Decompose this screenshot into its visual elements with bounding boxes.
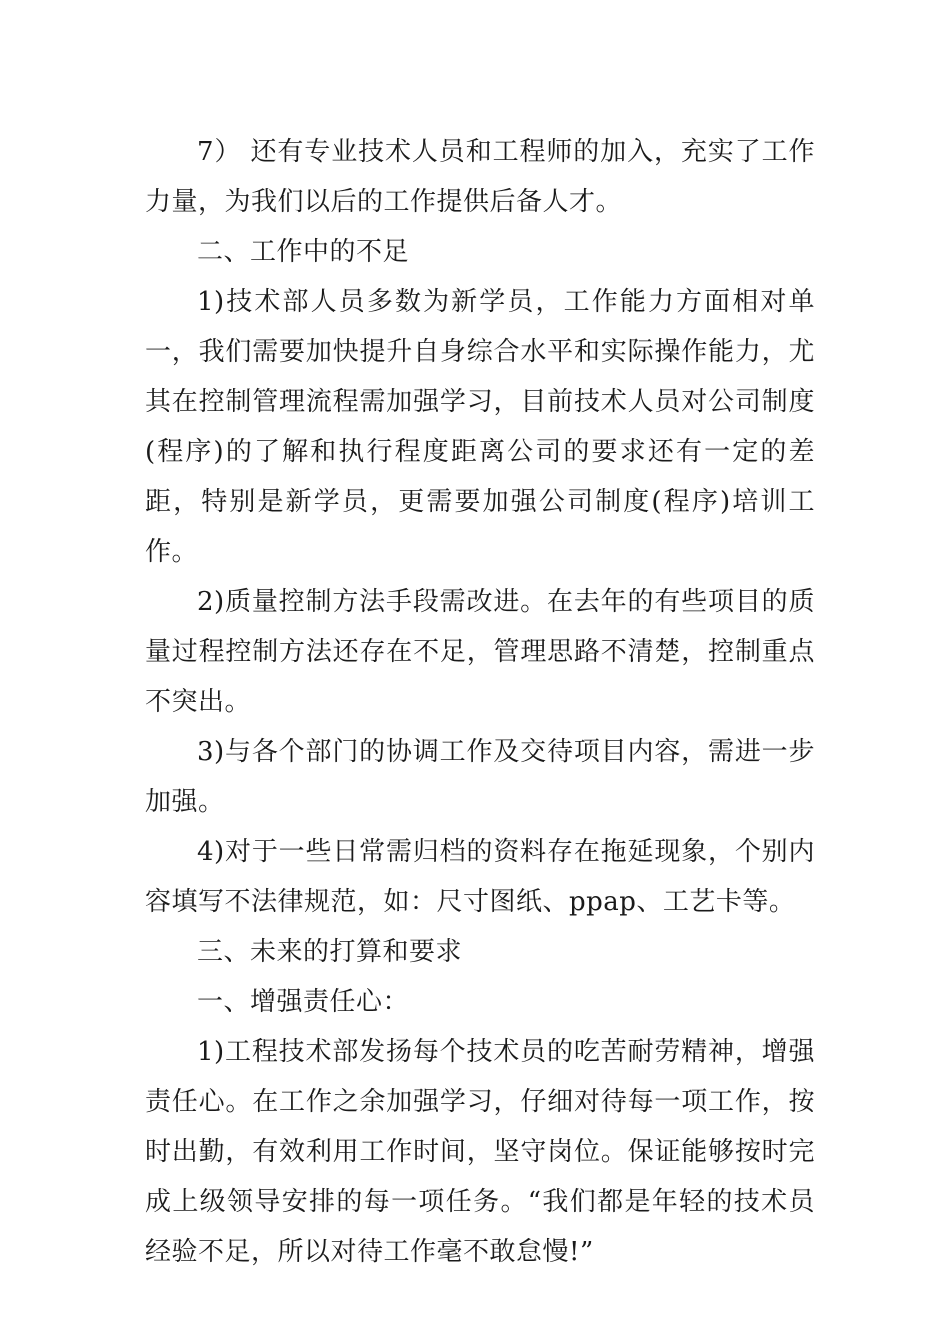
section-heading-plans: 三、未来的打算和要求 [197, 937, 463, 967]
section-heading-shortcomings: 二、工作中的不足 [197, 237, 410, 267]
paragraph-shortcoming-3: 3)与各个部门的协调工作及交待项目内容，需进一步加强。 [145, 737, 815, 817]
document-body [145, 127, 815, 1277]
paragraph-item-7: 7） 还有专业技术人员和工程师的加入，充实了工作力量，为我们以后的工作提供后备人才。 [145, 137, 815, 217]
subheading-responsibility: 一、增强责任心： [197, 987, 410, 1017]
paragraph-shortcoming-2: 2)质量控制方法手段需改进。在去年的有些项目的质量过程控制方法还存在不足，管理思路不清楚，控制重点不突出。 [145, 587, 815, 717]
paragraph-shortcoming-1: 1)技术部人员多数为新学员，工作能力方面相对单一，我们需要加快提升自身综合水平和实际操作能力，尤其在控制管理流程需加强学习，目前技术人员对公司制度(程序)的了解和执行程度距离公司的要求还有一定的差距，特别是新学员，更需要加强公司制度(程序)培训工作。 [145, 287, 815, 567]
paragraph-responsibility-1: 1)工程技术部发扬每个技术员的吃苦耐劳精神，增强责任心。在工作之余加强学习，仔细对待每一项工作，按时出勤，有效利用工作时间，坚守岗位。保证能够按时完成上级领导安排的每一项任务。“我们都是年轻的技术员经验不足，所以对待工作毫不敢怠慢!” [145, 1037, 815, 1267]
paragraph-shortcoming-4: 4)对于一些日常需归档的资料存在拖延现象，个别内容填写不法律规范，如：尺寸图纸、ppap、工艺卡等。 [145, 837, 815, 917]
